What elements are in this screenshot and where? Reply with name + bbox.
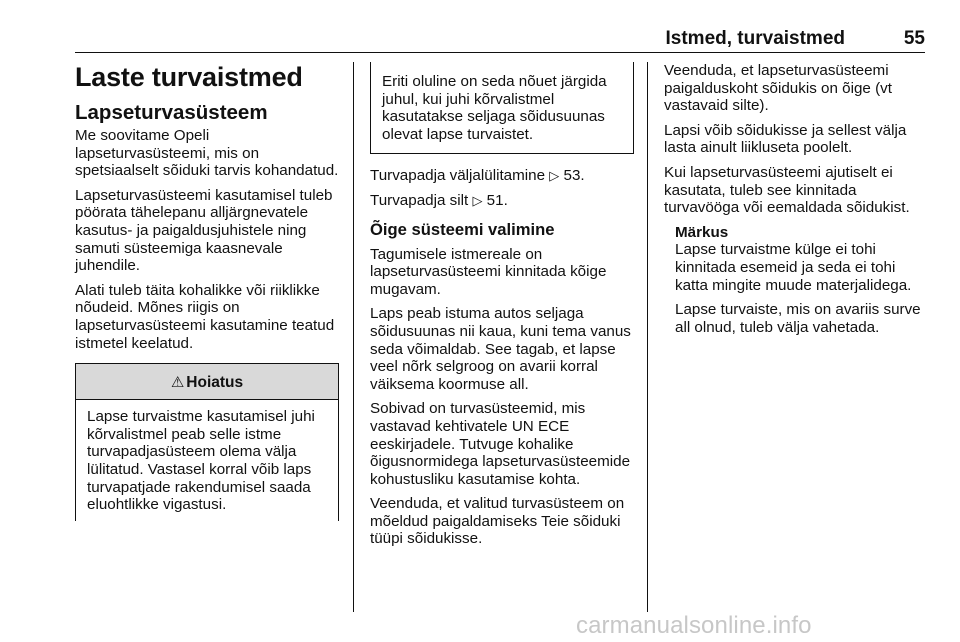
warning-title: Hoiatus	[186, 374, 244, 392]
header-title: Istmed, turvaistmed	[665, 28, 845, 49]
arrow-right-icon: ▷	[549, 168, 560, 184]
paragraph: Me soovitame Opeli lapseturvasüsteemi, mis on spetsiaalselt sõiduki tarvis kohandatud.	[75, 127, 339, 180]
cross-reference-page: 53.	[563, 167, 585, 185]
paragraph: Alati tuleb täita kohalikke või riiklikke nõudeid. Mõnes riigis on lapseturvasüsteemi kasutamine teatud istmetel keelatud.	[75, 281, 335, 352]
paragraph: Sobivad on turvasüsteemid, mis vastavad kehtivatele UN ECE eeskirjadele. Tutvuge kohalike õigusnormidega lapseturvasüsteemide kohustusliku kasutamise kohta.	[370, 400, 631, 488]
cross-reference-text: Turvapadja väljalülitamine	[370, 167, 546, 185]
cross-reference-page: 51.	[486, 191, 508, 209]
note-paragraph: Lapse turvaistme külge ei tohi kinnitada esemeid ja seda ei tohi katta mingite muude materjalidega.	[675, 241, 912, 294]
warning-box-continued: Eriti oluline on seda nõuet järgida juhul, kui juhi kõrvalistmel kasutatakse seljaga sõidusuunas olevat lapse turvaistet.	[370, 62, 634, 154]
cross-reference[interactable]	[370, 192, 634, 210]
paragraph: Tagumisele istmereale on lapseturvasüsteemi kinnitada kõige mugavam.	[370, 245, 607, 298]
warning-icon: ⚠	[170, 374, 185, 392]
arrow-right-icon: ▷	[472, 192, 483, 208]
paragraph: Laps peab istuma autos seljaga sõidusuunas nii kaua, kuni tema vanus seda võimaldab. See tagab, et lapse veel nõrk selgroog on avarii korral väiksema koormuse all.	[370, 305, 631, 393]
page-header	[75, 24, 925, 52]
subsection-title: Õige süsteemi valimine	[370, 219, 555, 239]
page-number: 55	[903, 28, 925, 49]
cross-reference-text: Turvapadja silt	[370, 191, 469, 209]
warning-box	[75, 363, 339, 521]
note-paragraph: Lapse turvaiste, mis on avariis surve all olnud, tuleb välja vahetada.	[675, 301, 921, 336]
cross-reference[interactable]	[370, 167, 634, 185]
watermark: carmanualsonline.info	[576, 612, 812, 639]
note-block	[664, 224, 930, 337]
header-rule	[75, 52, 925, 53]
column-middle	[370, 62, 634, 555]
paragraph: Veenduda, et valitud turvasüsteem on mõeldud paigaldamiseks Teie sõiduki tüüpi sõidukisse.	[370, 495, 625, 548]
paragraph: Veenduda, et lapseturvasüsteemi paigalduskoht sõidukis on õige (vt vastavaid silte).	[664, 62, 892, 115]
column-divider-left	[353, 62, 354, 612]
subsection-title: Lapseturvasüsteem	[75, 101, 268, 124]
paragraph: Kui lapseturvasüsteemi ajutiselt ei kasutata, tuleb see kinnitada turvavööga või eemaldada sõidukist.	[664, 163, 910, 217]
paragraph: Lapseturvasüsteemi kasutamisel tuleb pöörata tähelepanu alljärgnevatele kasutus- ja paigaldusjuhistele ning samuti süsteemiga kaasnevale juhendile.	[75, 186, 333, 275]
column-right	[664, 62, 930, 343]
column-divider-right	[647, 62, 648, 612]
warning-header	[76, 363, 338, 400]
section-title: Laste turvaistmed	[75, 62, 303, 92]
column-left	[75, 62, 339, 521]
warning-body: Lapse turvaistme kasutamisel juhi kõrvalistmel peab selle istme turvapadjasüsteem olema välja lülitatud. Vastasel korral võib laps turvapatjade rakendumisel saada eluohtlikke vigastusi.	[87, 408, 315, 514]
note-title: Märkus	[675, 223, 729, 241]
paragraph: Lapsi võib sõidukisse ja sellest välja lasta ainult liikluseta poolelt.	[664, 121, 907, 157]
